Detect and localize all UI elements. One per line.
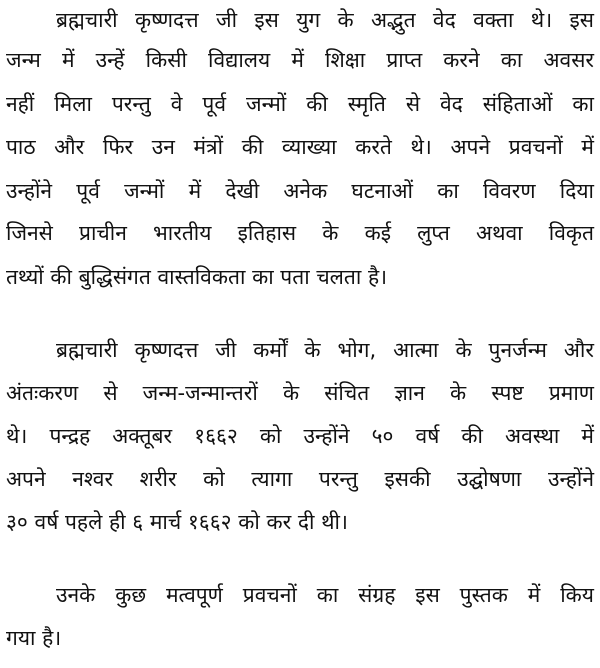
paragraph-line: नहीं मिला परन्तु वे पूर्व जन्मों की स्मृति से वेद संहिताओं का (6, 92, 594, 116)
paragraph-line: ब्रह्मचारी कृष्णदत्त जी इस युग के अद्भुत वेद वक्ता थे। इस (56, 8, 594, 32)
paragraph-line: जन्म में उन्हें किसी विद्यालय में शिक्षा प्राप्त करने का अवसर (6, 48, 594, 72)
paragraph-line: तथ्यों की बुद्धिसंगत वास्तविकता का पता चलता है। (6, 265, 388, 289)
paragraph-line: अंतःकरण से जन्म-जन्मान्तरों के संचित ज्ञान के स्पष्ट प्रमाण (6, 381, 594, 405)
paragraph-line: जिनसे प्राचीन भारतीय इतिहास के कई लुप्त अथवा विकृत (6, 221, 594, 245)
paragraph-line: ३० वर्ष पहले ही ६ मार्च १६६२ को कर दी थी। (6, 510, 348, 534)
paragraph-line: उनके कुछ मत्वपूर्ण प्रवचनों का संग्रह इस पुस्तक में किय (56, 583, 594, 607)
paragraph-line: अपने नश्वर शरीर को त्यागा परन्तु इसकी उद्घोषणा उन्होंने (6, 467, 594, 491)
paragraph-line: थे। पन्द्रह अक्तूबर १६६२ को उन्होंने ५० वर्ष की अवस्था में (6, 424, 594, 448)
paragraph-line: गया है। (6, 626, 62, 650)
paragraph-line: पाठ और फिर उन मंत्रों की व्याख्या करते थे। अपने प्रवचनों में (6, 135, 594, 159)
paragraph-line: ब्रह्मचारी कृष्णदत्त जी कर्मों के भोग, आत्मा के पुनर्जन्म और (56, 338, 594, 362)
paragraph-line: उन्होंने पूर्व जन्मों में देखी अनेक घटनाओं का विवरण दिया (6, 179, 594, 203)
